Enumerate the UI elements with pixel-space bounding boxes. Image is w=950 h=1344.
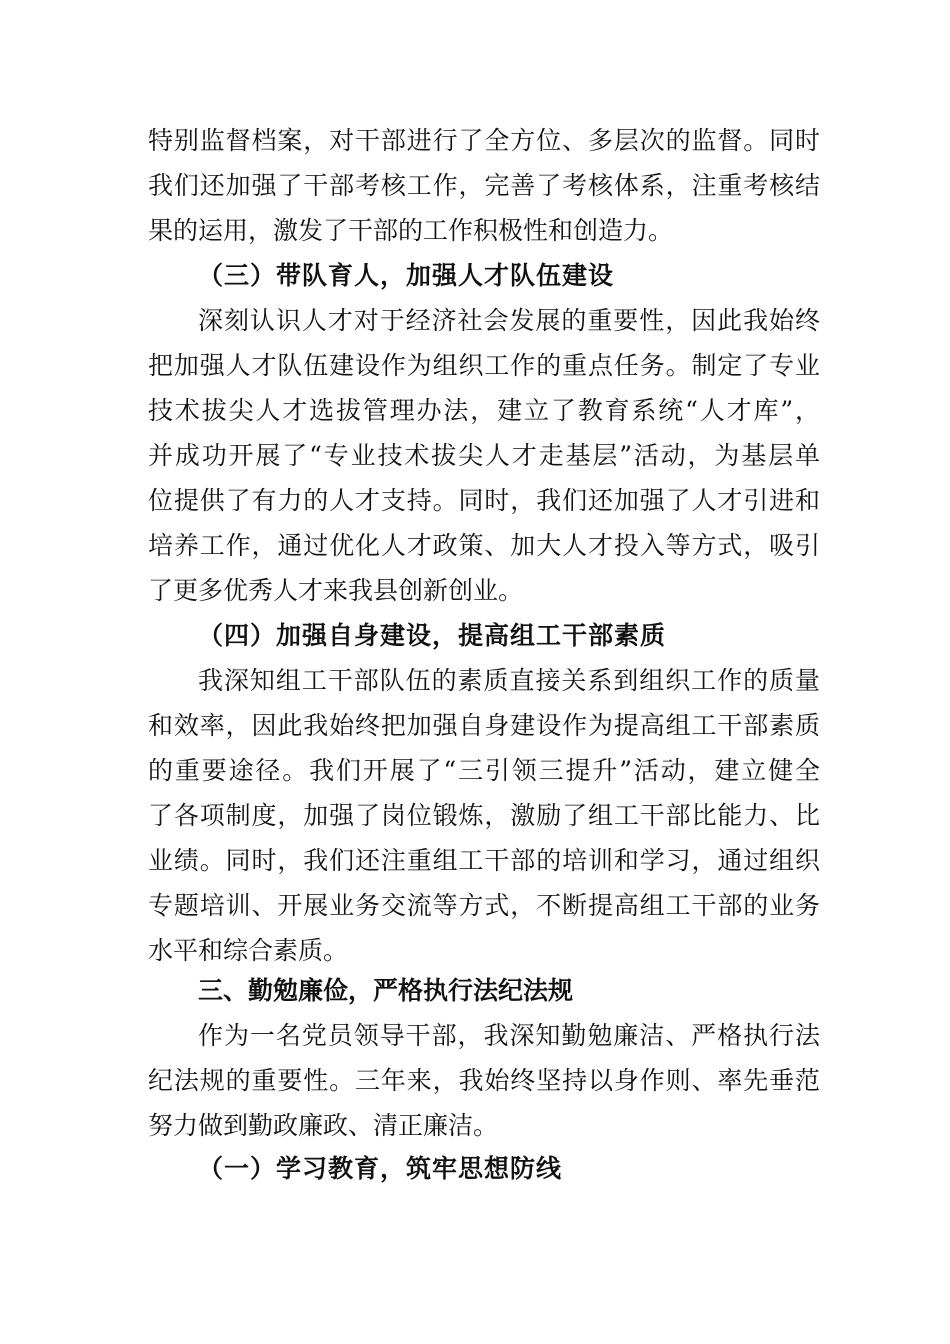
body-line: 把加强人才队伍建设作为组织工作的重点任务。制定了专业 <box>148 351 820 380</box>
body-line: 特别监督档案，对干部进行了全方位、多层次的监督。同时 <box>148 126 820 155</box>
body-line: 深刻认识人才对于经济社会发展的重要性，因此我始终 <box>198 306 820 335</box>
body-line: 了更多优秀人才来我县创新创业。 <box>148 576 524 605</box>
body-line: 我们还加强了干部考核工作，完善了考核体系，注重考核结 <box>148 171 820 200</box>
body-line: 和效率，因此我始终把加强自身建设作为提高组工干部素质 <box>148 711 820 740</box>
body-line: 并成功开展了“专业技术拔尖人才走基层”活动，为基层单 <box>148 441 820 470</box>
body-line: 技术拔尖人才选拔管理办法，建立了教育系统“人才库”， <box>148 396 820 425</box>
body-line: 纪法规的重要性。三年来，我始终坚持以身作则、率先垂范 <box>148 1066 820 1095</box>
body-line: 水平和综合素质。 <box>148 936 349 965</box>
subsection-heading-3: （三）带队育人，加强人才队伍建设 <box>198 261 615 290</box>
body-line: 作为一名党员领导干部，我深知勤勉廉洁、严格执行法 <box>198 1021 820 1050</box>
body-line: 了各项制度，加强了岗位锻炼，激励了组工干部比能力、比 <box>148 801 820 830</box>
body-line: 的重要途径。我们开展了“三引领三提升”活动，建立健全 <box>148 756 820 785</box>
body-line: 我深知组工干部队伍的素质直接关系到组织工作的质量 <box>198 666 820 695</box>
body-line: 业绩。同时，我们还注重组工干部的培训和学习，通过组织 <box>148 846 820 875</box>
body-line: 专题培训、开展业务交流等方式，不断提高组工干部的业务 <box>148 891 820 920</box>
body-line: 努力做到勤政廉政、清正廉洁。 <box>148 1111 499 1140</box>
section-heading-3: 三、勤勉廉俭，严格执行法纪法规 <box>198 976 574 1005</box>
body-line: 果的运用，激发了干部的工作积极性和创造力。 <box>148 216 674 245</box>
body-line: 位提供了有力的人才支持。同时，我们还加强了人才引进和 <box>148 486 820 515</box>
subsection-heading-1: （一）学习教育，筑牢思想防线 <box>198 1154 563 1183</box>
body-line: 培养工作，通过优化人才政策、加大人才投入等方式，吸引 <box>148 531 820 560</box>
subsection-heading-4: （四）加强自身建设，提高组工干部素质 <box>198 621 667 650</box>
